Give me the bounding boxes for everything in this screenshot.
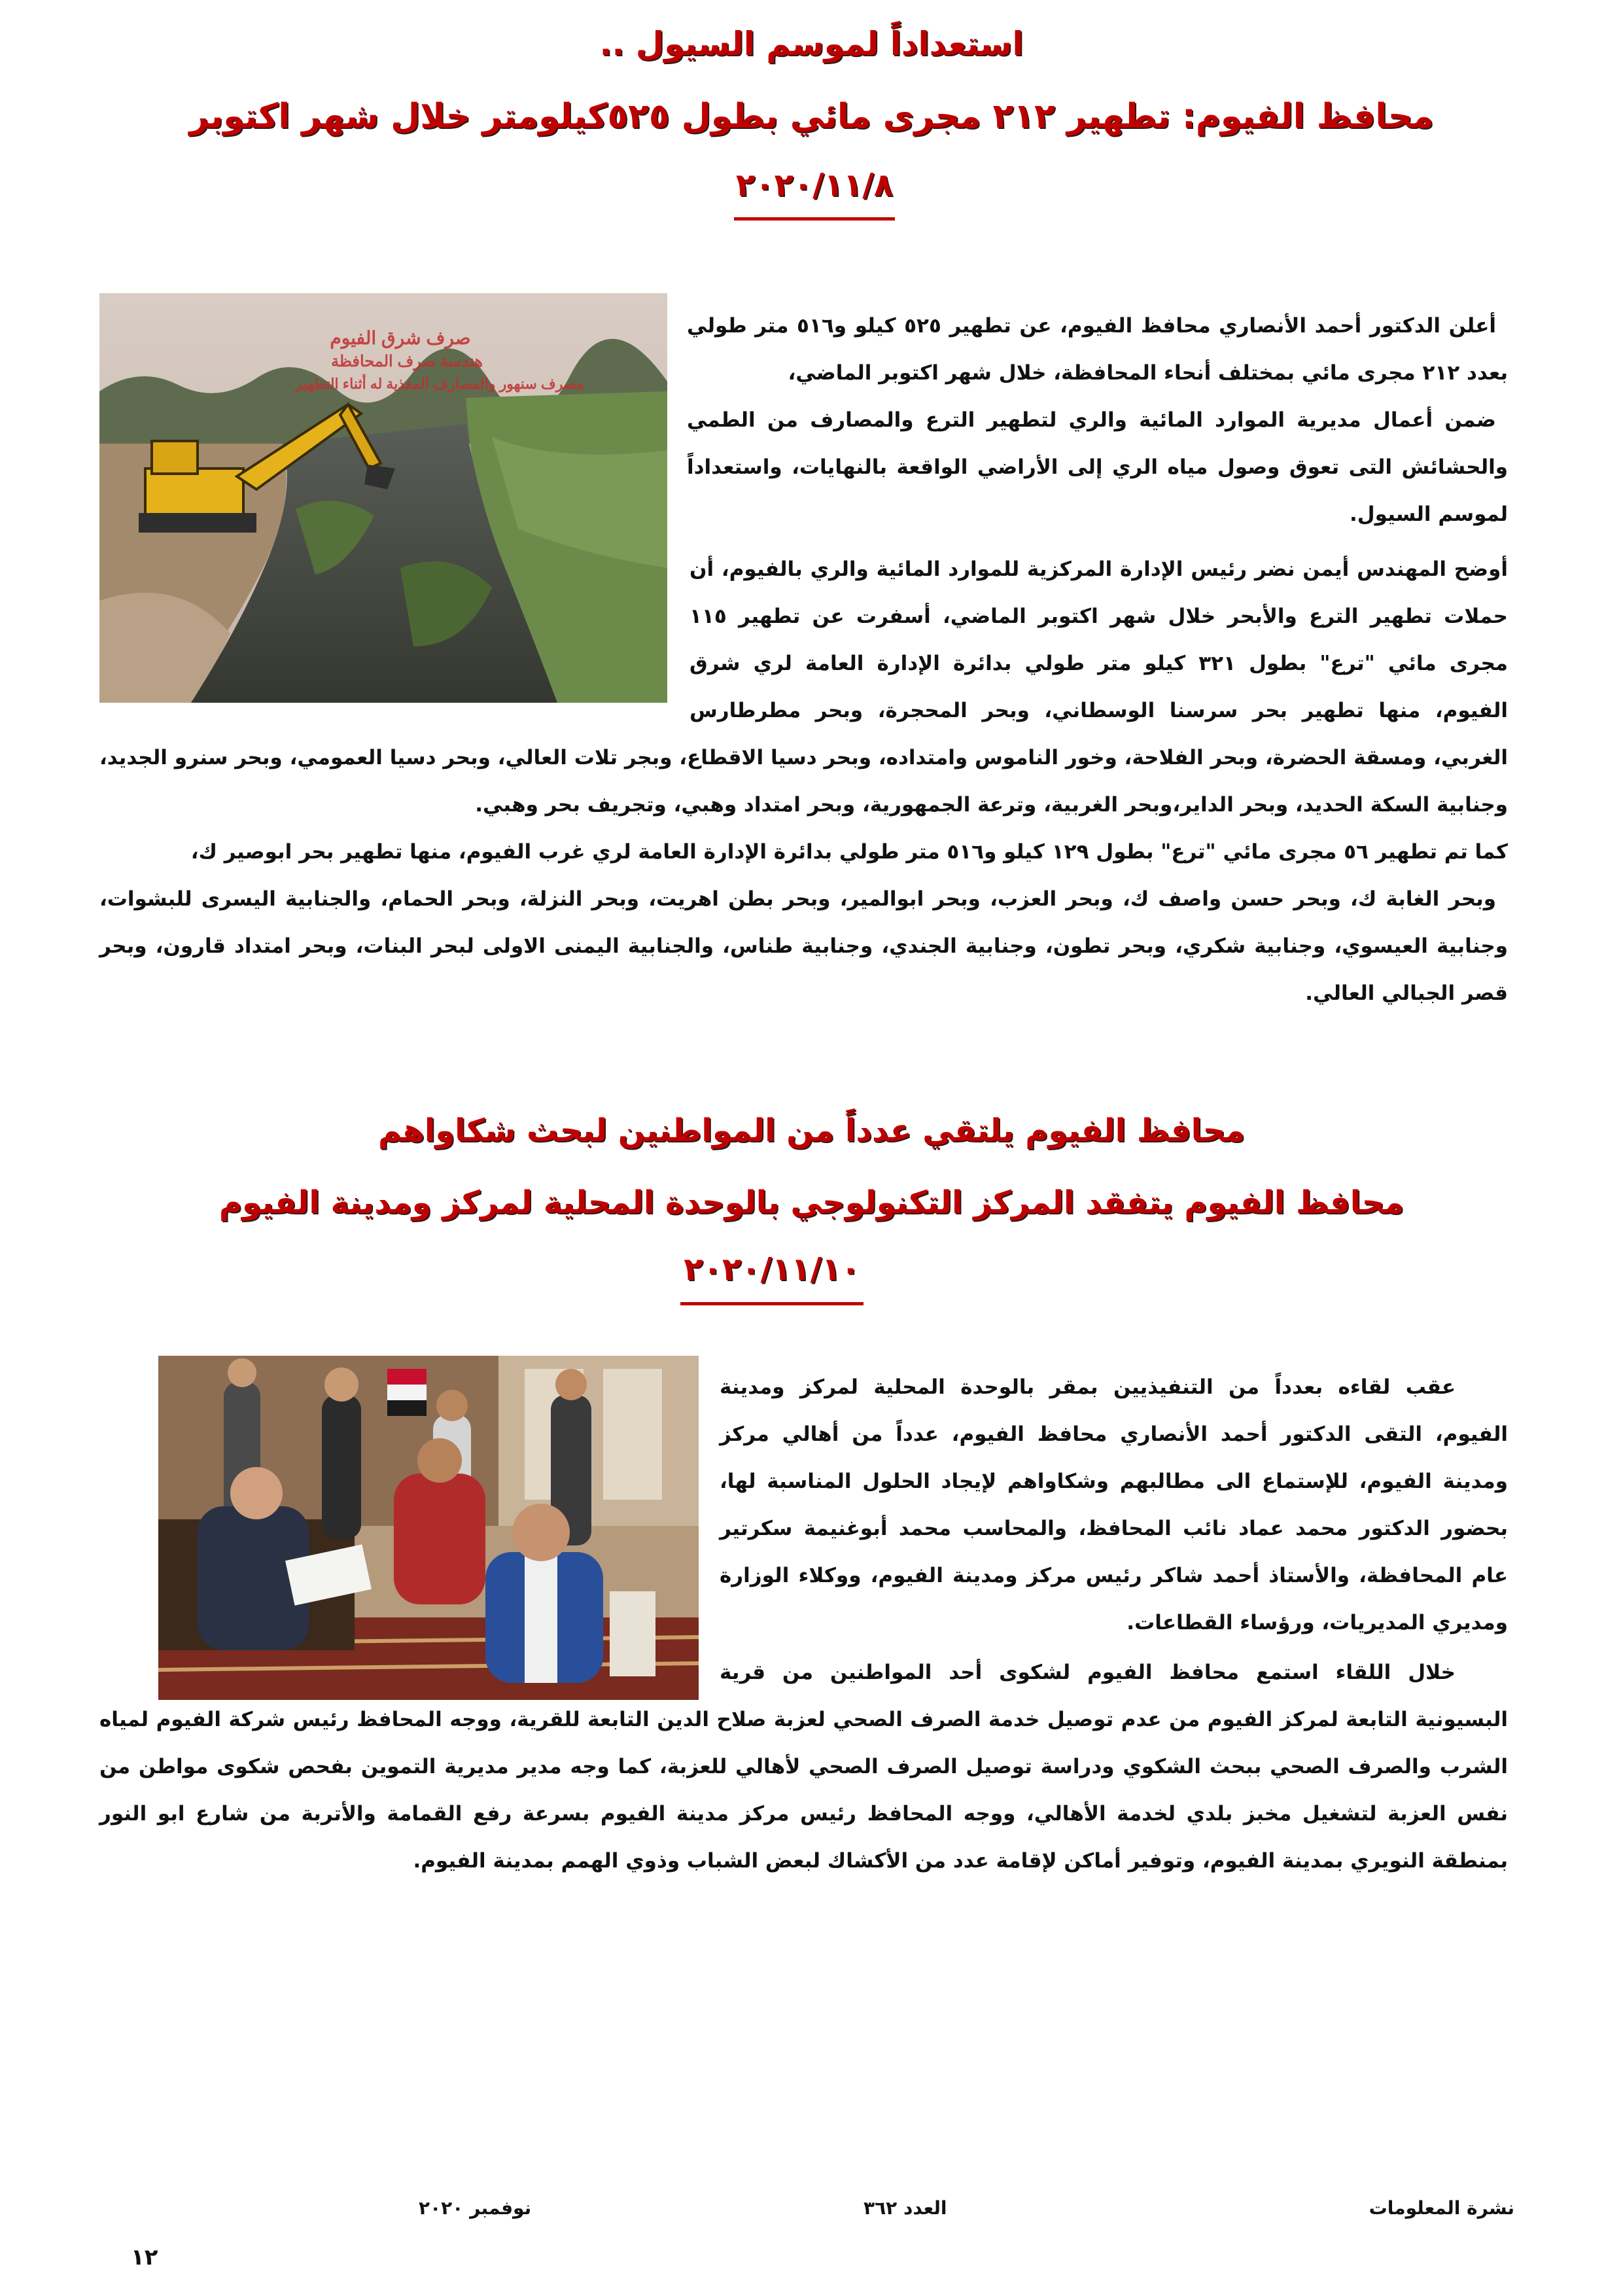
photo-caption-line1: صرف شرق الفيوم — [330, 328, 471, 348]
article1-intro-column — [687, 302, 1508, 538]
footer-publication: نشرة المعلومات — [1369, 2197, 1514, 2219]
article2-date: ٢٠٢٠/١١/١٠ — [684, 1251, 860, 1288]
article2-date-underline — [680, 1302, 864, 1305]
article1-kicker: استعداداً لموسم السيول .. — [599, 25, 1024, 63]
article2-paragraph-2: خلال اللقاء استمع محافظ الفيوم لشكوى أحد المواطنين من قرية البسيونية التابعة لمركز الفيوم من عدم توصيل خدمة الصرف الصحي لعزبة صلاح الدين التابعة للقرية، ووجه المحافظ رئيس شركة الفيوم لمياه الشرب والصرف الصحي ببحث الشكوي ودراسة توصيل الصرف الصحي لأهالي للعزبة، كما وجه مدير مديرية التموين بفحص شكوى مواطن من نفس العزبة لتشغيل مخبز بلدي لخدمة الأهالي، ووجه المحافظ رئيس مركز مدينة الفيوم بسرعة رفع القمامة والأتربة من شارع ابو النور بمنطقة النويري بمدينة الفيوم، وتوفير أماكن لإقامة عدد من الأكشاك لبعض الشباب وذوي الهمم بمدينة الفيوم. — [99, 1661, 1508, 1873]
article2-paragraph-1: عقب لقاءه بعدداً من التنفيذيين بمقر بالوحدة المحلية لمركز ومدينة الفيوم، التقى الدكتور أحمد الأنصاري محافظ الفيوم، عدداً من أهالي مركز ومدينة الفيوم، للإستماع الى مطالبهم وشكاواهم لإيجاد الحلول المناسبة لها، بحضور الدكتور محمد عماد نائب المحافظ، والمحاسب محمد أبوغنيمة سكرتير عام المحافظة، والأستاذ أحمد شاكر رئيس مركز ومدينة الفيوم، ووكلاء الوزارة ومديري المديريات، ورؤساء القطاعات. — [720, 1375, 1508, 1634]
article2-body-wide — [99, 1649, 1508, 1884]
article1-date: ٢٠٢٠/١١/٨ — [735, 167, 894, 203]
meeting-photo-wrap-spacer-2 — [99, 1649, 720, 1696]
article1-paragraph-1: أعلن الدكتور أحمد الأنصاري محافظ الفيوم، عن تطهير ٥٢٥ كيلو و٥١٦ متر طولي بعدد ٢١٢ مجرى مائي بمختلف أنحاء المحافظة، خلال شهر اكتوبر الماضي، — [687, 314, 1508, 385]
photo-caption-line2: هندسة صرف المحافظة — [331, 353, 483, 370]
article1-paragraph-2: ضمن أعمال مديرية الموارد المائية والري لتطهير الترع والمصارف من الطمي والحشائش التى تعوق وصول مياه الري إلى الأراضي الواقعة بالنهايات، واستعداداً لموسم السيول. — [687, 408, 1508, 526]
footer-issue: العدد ٣٦٢ — [864, 2197, 947, 2219]
article1-headline: محافظ الفيوم: تطهير ٢١٢ مجرى مائي بطول ٥٢٥كيلومتر خلال شهر اكتوبر — [189, 97, 1434, 136]
photo-caption-line3: مصرف سنهور والمصارف المغذية له أثناء التطهير — [295, 376, 584, 392]
article2-headline-2: محافظ الفيوم يتفقد المركز التكنولوجي بالوحدة المحلية لمركز ومدينة الفيوم — [218, 1184, 1405, 1221]
article1-body-wide — [99, 546, 1508, 1017]
article1-date-underline — [734, 217, 895, 221]
footer-month: نوفمبر ٢٠٢٠ — [419, 2197, 532, 2219]
article2-headline-1: محافظ الفيوم يلتقي عدداً من المواطنين لبحث شكاواهم — [377, 1112, 1246, 1149]
article1-paragraph-3: أوضح المهندس أيمن نضر رئيس الإدارة المركزية للموارد المائية والري بالفيوم، أن حملات تطهير الترع والأبحر خلال شهر اكتوبر الماضي، أسفرت عن تطهير ١١٥ مجرى مائي "ترع" بطول ٣٢١ كيلو متر طولي بدائرة الإدارة العامة لري شرق الفيوم، منها تطهير بحر سرسنا الوسطاني، وبحر المحجرة، وبحر مطرطارس الغربي، ومسقة الحضرة، وبحر الفلاحة، وخور الناموس وامتداده، وبحر دسيا الاقطاع، وبجر تلات العالي، وبحر دسيا العمومي، وبحر سنرو الجديد، وجنابية السكة الحديد، وبحر الداير،وبحر الغربية، وترعة الجمهورية، وبحر امتداد وهبي، وتجريف بحر وهبي. — [99, 557, 1509, 817]
page-number: ١٢ — [131, 2244, 158, 2270]
photo-wrap-spacer — [99, 546, 689, 707]
article1-paragraph-4: كما تم تطهير ٥٦ مجرى مائي "ترع" بطول ١٢٩ كيلو و٥١٦ متر طولي بدائرة الإدارة العامة لري غرب الفيوم، منها تطهير بحر ابوصير ك، — [190, 840, 1508, 864]
article1-paragraph-5: وبحر الغابة ك، وبحر حسن واصف ك، وبحر العزب، وبحر ابوالمير، وبحر بطن اهريت، وبحر النزلة، وبحر الحمام، والجنابية اليسرى للبشوات، وجنابية العيسوي، وجنابية شكري، وبحر تطون، وجنابية الجندي، وجنابية طناس، والجنابية اليمنى الاولى لبحر البنات، وبحر امتداد قارون، وبحر قصر الجبالي العالي. — [99, 887, 1508, 1005]
